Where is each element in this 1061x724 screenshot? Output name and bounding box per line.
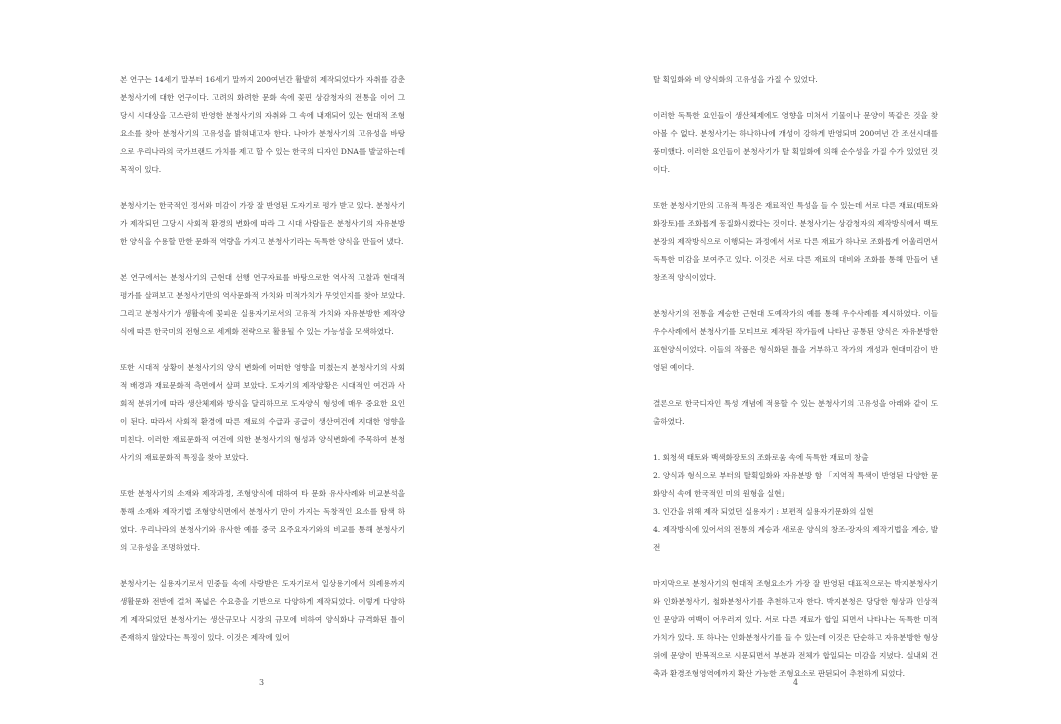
list-item: 4. 제작방식에 있어서의 전통의 계승과 새로운 양식의 창조-장자의 제작기법을 계승, 발전 xyxy=(653,525,938,552)
paragraph: 분청사기는 실용자기로서 민중들 속에 사랑받은 도자기로서 일상용기에서 의례용까지 생활문화 전반에 걸쳐 폭넓은 수요층을 기반으로 다양하게 제작되었다. 이렇게 다양하게 제작되었던 분청사기는 생산규모나 시장의 규모에 비하여 양식화나 규격화된 틀이 존재하지 않았다는 특징이 있다. 이것은 제작에 있어 xyxy=(120,579,405,642)
page-number: 3 xyxy=(259,678,265,687)
page-left xyxy=(0,0,530,724)
paragraph: 분청사기의 전통을 계승한 근현대 도예작가의 예를 통해 우수사례를 제시하였다. 이들 우수사례에서 분청사기를 모티브로 제작된 작가들에 나타난 공통된 양식은 자유분방한 표현양식이었다. 이들의 작품은 형식화된 틀을 거부하고 작가의 개성과 현대미감이 반영된 예이다. xyxy=(653,309,938,372)
paragraph: 본 연구에서는 분청사기의 근현대 선행 연구자료를 바탕으로한 역사적 고찰과 현대적 평가를 살펴보고 분청사기만의 역사문화적 가치와 미적가치가 무엇인지를 찾아 보았다. 그리고 분청사기가 생활속에 꽃피운 실용자기로서의 고유적 가치와 자유분방한 제작양식에 따른 한국미의 전형으로 세계화 전략으로 활용될 수 있는 가능성을 모색하였다. xyxy=(120,273,405,336)
list-item: 3. 인간을 위해 제작 되었던 실용자기 : 보편적 실용자기문화의 실현 xyxy=(653,507,874,516)
paragraph: 또한 시대적 상황이 분청사기의 양식 변화에 어떠한 영향을 미쳤는지 분청사기의 사회적 배경과 재료문화적 측면에서 살펴 보았다. 도자기의 제작양황은 시대적인 여건과 사회적 분위기에 따라 생산체제와 방식을 달리하므로 도자양식 형성에 매우 중요한 요인이 된다. 따라서 사회적 환경에 따른 재료의 수급과 공급이 생산여건에 지대한 영향을 미친다. 이러한 재료문화적 여건에 의한 분청사기의 형성과 양식변화에 주목하여 분청사기의 재료문화적 특징을 찾아 보았다. xyxy=(120,363,405,462)
paragraph: 본 연구는 14세기 말부터 16세기 말까지 200여년간 활발히 제작되었다가 자취를 감춘 분청사기에 대한 연구이다. 고려의 화려한 문화 속에 꽃핀 상감청자의 전통을 이어 그 당시 시대상을 고스란히 반영한 분청사기의 자취와 그 속에 내재되어 있는 현대적 조형요소를 찾아 분청사기의 고유성을 밝혀내고자 한다. 나아가 분청사기의 고유성을 바탕으로 우리나라의 국가브랜드 가치를 제고 할 수 있는 한국의 디자인 DNA를 발굴하는데 목적이 있다. xyxy=(120,75,405,174)
paragraph: 결론으로 한국디자인 특성 개념에 적용할 수 있는 분청사기의 고유성을 아래와 같이 도출하였다. xyxy=(653,399,938,426)
paragraph: 탈 획일화와 비 양식화의 고유성을 가질 수 있었다. xyxy=(653,75,818,84)
paragraph: 이러한 독특한 요인들이 생산체제에도 영향을 미쳐서 기물이나 문양이 똑같은 것을 찾아볼 수 없다. 분청사기는 하나하나에 개성이 강하게 반영되며 200여년 간 조선시대를 풍미했다. 이러한 요인들이 분청사기가 탈 획일화에 의해 순수성을 가질 수가 있었던 것이다. xyxy=(653,111,938,174)
paragraph: 또한 분청사기만의 고유적 특징은 재료적인 특성을 들 수 있는데 서로 다른 재료(태토와 화장토)를 조화롭게 동질화시켰다는 것이다. 분청사기는 상감청자의 제작방식에서 백토분장의 제작방식으로 이행되는 과정에서 서로 다른 재료가 하나로 조화롭게 어울리면서 독특한 미감을 보여주고 있다. 이것은 서로 다른 재료의 대비와 조화를 통해 만들어 낸 창조적 양식이었다. xyxy=(653,201,938,282)
paragraph: 분청사기는 한국적인 정서와 미감이 가장 잘 반영된 도자기로 평가 받고 있다. 분청사기가 제작되던 그당시 사회적 환경의 변화에 따라 그 시대 사람들은 분청사기의 자유분방한 양식을 수용할 만한 문화적 역량을 가지고 분청사기라는 독특한 양식을 만들어 냈다. xyxy=(120,201,405,246)
paragraph: 또한 분청사기의 소재와 제작과정, 조형양식에 대하여 타 문화 유사사례와 비교분석을 통해 소재와 제작기법 조형양식면에서 분청사기 만이 가지는 독창적인 요소를 탐색 하였다. 우리나라의 분청사기와 유사한 예를 중국 요주요자기와의 비교를 통해 분청사기의 고유성을 조명하였다. xyxy=(120,489,405,552)
page-right xyxy=(531,0,1061,724)
conclusion-list xyxy=(653,449,938,557)
page-number: 4 xyxy=(793,678,799,687)
list-item: 2. 양식과 형식으로 부터의 탈획일화와 자유분방 함 「지역적 특색이 반영된 다양한 문화양식 속에 한국적인 미의 원형을 실현」 xyxy=(653,471,938,498)
list-item: 1. 회청색 태토와 백색화장토의 조화로움 속에 독특한 재료미 창출 xyxy=(653,453,869,462)
right-page-body xyxy=(653,71,938,701)
paragraph: 마지막으로 분청사기의 현대적 조형요소가 가장 잘 반영된 대표적으로는 박지분청사기와 인화분청사기, 철화분청사기를 추천하고자 한다. 박지분청은 당당한 형상과 인상적인 문양과 여백이 어우러져 있다. 서로 다른 재료가 합일 되면서 나타나는 독특한 미적 가치가 있다. 또 하나는 인화분청사기를 들 수 있는데 이것은 단순하고 자유분방한 형상 위에 문양이 반복적으로 시문되면서 부분과 전체가 합일되는 미감을 지녔다. 실내외 건축과 환경조형영역에까지 확산 가능한 조형요소로 판된되어 추천하게 되었다. xyxy=(653,579,938,678)
left-page-body xyxy=(120,71,405,665)
